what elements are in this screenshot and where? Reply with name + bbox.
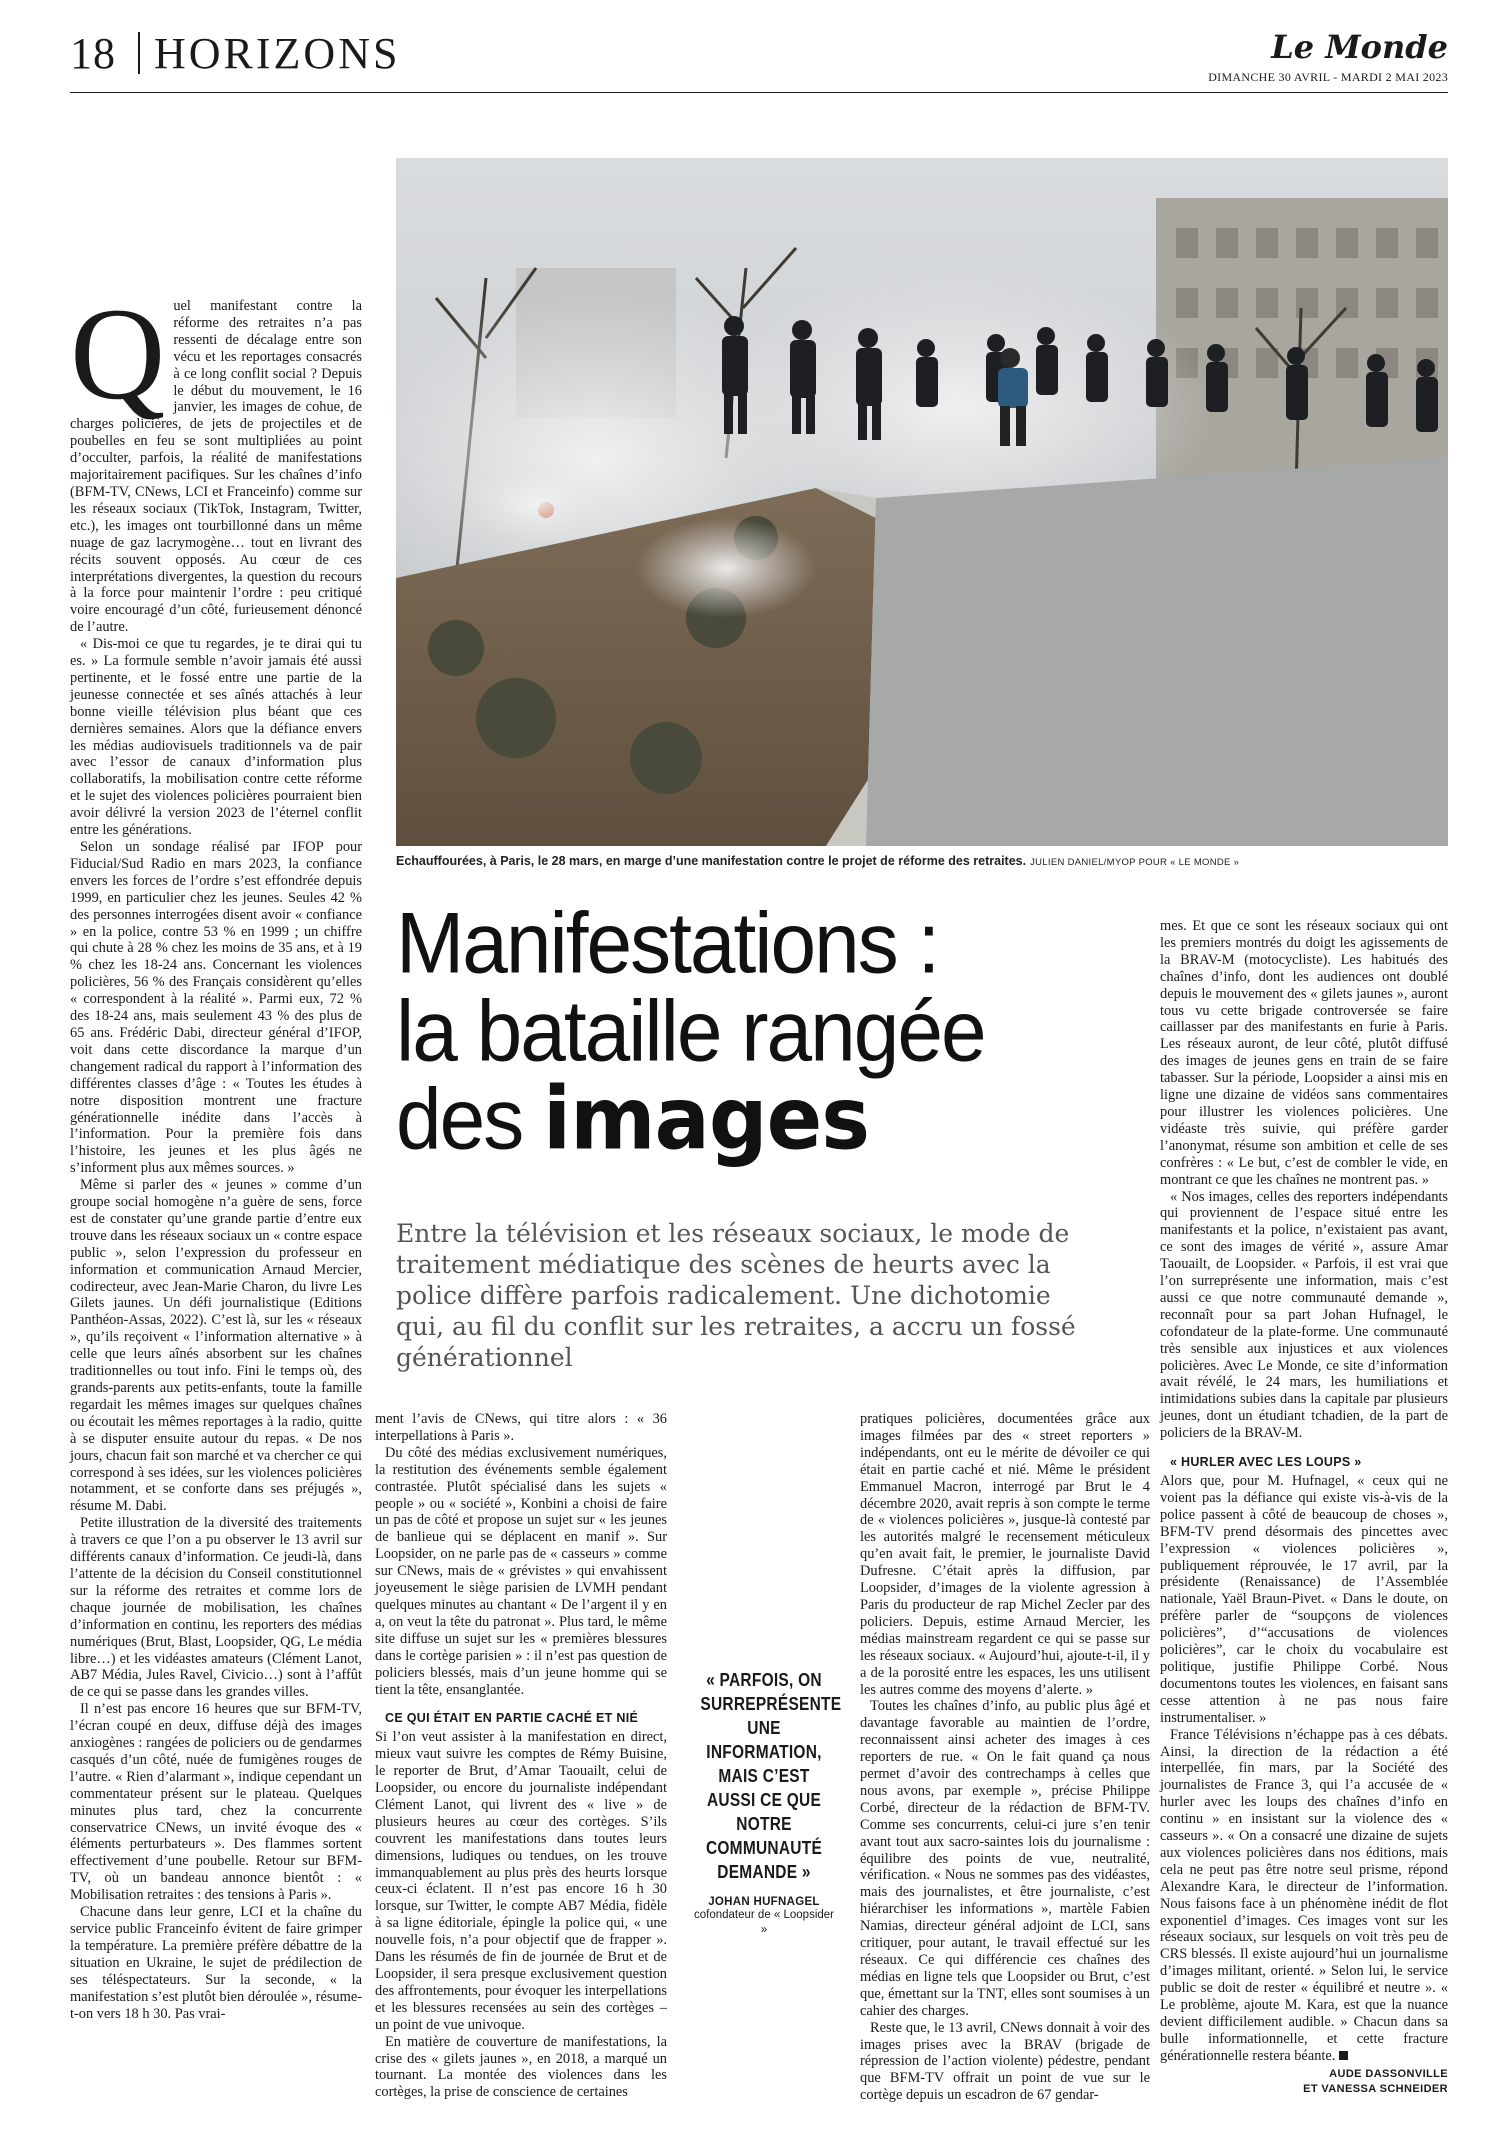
paragraph: ment l’avis de CNews, qui titre alors : « 36 interpellations à Paris ». <box>375 1411 667 1444</box>
paragraph: Selon un sondage réalisé par IFOP pour Fiducial/Sud Radio en mars 2023, la confiance envers les forces de l’ordre s’est effondrée depuis 1999, en particulier chez les jeunes. Seules 42 % des personnes interrogées disent avoir « confiance » en la police, contre 53 % en 1999 ; un chiffre qui chute à 28 % chez les moins de 35 ans, et à 19 % chez les 18-24 ans. Concernant les violences policières, 56 % des Français considèrent qu’elles « correspondent à la réalité ». Parmi eux, 72 % des 18-24 ans, mais seulement 43 % des plus de 65 ans. Frédéric Dabi, directeur général d’IFOP, voit dans cette discordance la marque d’un changement radical du rapport à l’information des différentes classes d’âge : « Toutes les études à notre disposition montrent une fracture générationnelle inédite dans l’accès à l’information. Pour la première fois dans l’histoire, les jeunes et les plus âgés ne s’informent plus aux mêmes sources. » <box>70 839 362 1177</box>
section-title: HORIZONS <box>154 29 401 78</box>
dropcap: Q <box>70 280 166 427</box>
photo-caption <box>396 854 1448 868</box>
subheading: « HURLER AVEC LES LOUPS » <box>1170 1455 1362 1470</box>
issue-date: DIMANCHE 30 AVRIL - MARDI 2 MAI 2023 <box>1208 70 1448 84</box>
paragraph <box>70 280 362 636</box>
article-column-1 <box>70 280 362 2022</box>
newspaper-logo: Le Monde <box>1271 28 1448 66</box>
paragraph: « Dis-moi ce que tu regardes, je te dirai qui tu es. » La formule semble n’avoir jamais été aussi pertinente, et le fossé entre une partie de la jeunesse connectée et ses aînés attachés à leur bonne vieille télévision plus béant que ces dernières semaines. Alors que la défiance envers les médias audiovisuels traditionnels va de pair avec l’essor de canaux d’information plus collaboratifs, la mobilisation contre cette réforme et le sujet des violences policières pourraient bien avoir délivré la version 2023 de l’éternel conflit entre les générations. <box>70 636 362 839</box>
subheading: CE QUI ÉTAIT EN PARTIE CACHÉ ET NIÉ <box>385 1711 639 1726</box>
standfirst: Entre la télévision et les réseaux sociaux, le mode de traitement médiatique des scènes de heurts avec la police diffère parfois radicalement. Une dichotomie qui, au fil du conflit sur les retraites, a accru un fossé générationnel <box>396 1219 1076 1372</box>
end-mark-icon <box>1339 2051 1348 2060</box>
page-number: 18 <box>70 29 116 78</box>
paragraph: En matière de couverture de manifestations, la crise des « gilets jaunes », en 2018, a marqué un tournant. La montée des violences dans les cortèges, la prise de conscience de certaines <box>375 2033 667 2101</box>
headline-line-3-light: des <box>396 1071 543 1168</box>
paragraph: mes. Et que ce sont les réseaux sociaux qui ont les premiers montrés du doigt les agissements de la BRAV-M (motocycliste). Les habitués des chaînes d’info, dont les audiences ont doublé depuis le mouvement des « gilets jaunes », auront tous vu cette brigade controversée se faire caillasser par des manifestants en furie à Paris. Les réseaux auront, de leur côté, plutôt diffusé des images de jeunes gens en train de se faire tabasser. Sur la période, Loopsider a ainsi mis en ligne une dizaine de vidéos sans commentaires pour illustrer les violences policières. Une vidéaste très suivie, qui préfère garder l’anonymat, résume son ambition et celle de ses confrères : « Le but, c’est de combler le vide, en montrant ce que les chaînes ne montrent pas. » <box>1160 918 1448 1188</box>
article-column-2 <box>375 1411 667 2101</box>
paragraph: Même si parler des « jeunes » comme d’un groupe social homogène n’a guère de sens, force est de constater qu’une grande partie d’entre eux trouve dans les réseaux sociaux un « contre espace public », selon l’expression du professeur en information et communication Arnaud Mercier, codirecteur, avec Jean-Marie Charon, du livre Les Gilets jaunes. Un défi journalistique (Editions Panthéon-Assas, 2022). C’est là, sur les « réseaux », qu’ils reçoivent « l’information alternative » à celle que leurs aînés absorbent sur les chaînes traditionnelles ou tout info. Fini le temps où, des grands-parents aux petits-enfants, toute la famille regardait les mêmes images sur quelques chaînes ou écoutait les mêmes reportages à la radio, quitte à se disputer ensuite autour du repas. « De nos jours, chacun fait son marché et va chercher ce qui correspond à ses idées, sur les violences policières notamment, et se conforte dans ses préjugés », résume M. Dabi. <box>70 1177 362 1515</box>
paragraph: « Nos images, celles des reporters indépendants qui proviennent de l’espace situé entre les manifestants et la police, n’existaient pas avant, ce sont des images de vérité », assure Amar Taouailt, de Loopsider. « Parfois, il est vrai que l’on surreprésente une information, mais c’est aussi ce que notre communauté demande », reconnaît pour sa part Johan Hufnagel, le cofondateur de la plate-forme. Une communauté très sensible aux injustices et aux violences policières. Avec Le Monde, ce site d’information avait révélé, le 24 mars, les humiliations et intimidations subies dans la capitale par plusieurs jeunes, dont un étudiant tchadien, de la part de policiers de la BRAV-M. <box>1160 1188 1448 1442</box>
paragraph-text: France Télévisions n’échappe pas à ces débats. Ainsi, la direction de la rédaction a été interpellée, fin mars, par la Société des journalistes de France 3, qui l’a accusée de « hurler avec les loups des chaînes d’info en continu » en insistant sur la violence des « casseurs ». « On a consacré une dizaine de sujets aux violences policières dans nos éditions, mais cela ne peut pas être notre seul prisme, répond Alexandre Kara, le directeur de l’information. Nous faisons face à un phénomène inédit de flot exponentiel d’images. Ces images vont sur les réseaux sociaux, sur lesquels on voit très peu de CRS blessés. Il existe aujourd’hui un journalisme d’images militant, orienté. » Selon lui, le service public se doit de rester « équilibré et neutre ». « Le problème, ajoute M. Kara, est que la nuance devient difficilement audible. » Chacun dans sa bulle informationnelle, et cette fracture générationnelle restera béante. <box>1160 1726 1448 2064</box>
article-column-4 <box>1160 918 1448 2097</box>
paragraph: Du côté des médias exclusivement numériques, la restitution des événements semble également contrastée. Plutôt spécialisé dans les sujets « people » ou « société », Konbini a choisi de faire un pas de côté et propose un sujet sur « les jeunes de banlieue qui se déplacent en manif ». Sur Loopsider, on ne parle pas de « casseurs » comme sur CNews, mais de « grévistes » qui envahissent joyeusement le siège parisien de LVMH pendant quelques minutes au chantant « De l’argent il y en a, on veut la tête du patronat ». Plus tard, le même site diffuse un sujet sur les « premières blessures dans le cortège parisien » : il n’est pas question de policiers blessés, mais d’un jeune homme qui se tient la tête, ensanglantée. <box>375 1444 667 1698</box>
headline-line-2: la bataille rangée <box>396 983 985 1080</box>
article-photo <box>396 158 1448 846</box>
article-column-3 <box>860 1411 1150 2104</box>
byline-author-1: AUDE DASSONVILLE <box>1329 2067 1448 2080</box>
byline <box>1160 2067 1448 2097</box>
headline-line-3-bold: images <box>543 1069 870 1170</box>
pull-quote-role: cofondateur de « Loopsider » <box>693 1909 835 1936</box>
paragraph: Si l’on veut assister à la manifestation en direct, mieux vaut suivre les comptes de Rémy Buisine, le reporter de Brut, d’Amar Taouailt, celui de Loopsider, ou encore du journaliste indépendant Clément Lanot, qui livrent des « live » de plusieurs heures au cœur des cortèges. S’ils couvrent les manifestations dans toutes leurs dimensions, ludiques ou tendues, on les trouve immanquablement au plus près des heurts lorsque ceux-ci éclatent. Il n’est pas encore 16 h 30 lorsque, sur Twitter, le compte AB7 Média, fidèle à sa ligne éditoriale, épingle la police qui, « une nouvelle fois, n’a pour objectif que de frapper ». Dans les résumés de fin de journée de Brut et de Loopsider, il sera presque exclusivement question des affrontements, pour évoquer les interpellations et les blessures recensées au sein des cortèges – un point de vue univoque. <box>375 1729 667 2033</box>
paragraph-text: uel manifestant contre la réforme des retraites n’a pas ressenti de décalage entre son vécu et les reportages consacrés à ce long conflit social ? Depuis le début du mouvement, le 16 janvier, les images de cohue, de charges policières, de jets de projectiles et de poubelles en feu se sont multipliées au point d’occulter, parfois, la réalité de manifestations majoritairement pacifiques. Sur les chaînes d’info (BFM-TV, CNews, LCI et Franceinfo) comme sur les réseaux sociaux (TikTok, Instagram, Twitter, etc.), les images ont tourbillonné dans un même nuage de gaz lacrymogène… tout en livrant des récits souvent opposés. Au cœur de ces interprétations divergentes, la question du recours à la force pour maintenir l’ordre : peu critiqué voire encouragé d’un côté, furieusement dénoncé de l’autre. <box>70 298 362 636</box>
paragraph <box>1160 1727 1448 2065</box>
pull-quote-author: JOHAN HUFNAGEL <box>708 1896 820 1908</box>
pull-quote <box>690 1668 842 1938</box>
pull-quote-text: « PARFOIS, ON SURREPRÉSENTE UNE INFORMATION, MAIS C’EST AUSSI CE QUE NOTRE COMMUNAUTÉ DEMANDE » <box>700 1670 842 1882</box>
paragraph: Toutes les chaînes d’info, au public plus âgé et davantage favorable au maintien de l’ordre, reconnaissent ainsi acheter des images à ces reporters de rue. « On le fait quand ça nous permet d’avoir des contrechamps à celles que nous avons, par exemple », précise Philippe Corbé, directeur de la rédaction de BFM-TV. Comme ses concurrents, celui-ci jure s’en tenir avant tout aux sacro-saintes lois du journalisme : équilibre des points de vue, neutralité, vérification. « Nous ne sommes pas des vidéastes, mais des journalistes, et être journaliste, c’est hiérarchiser les informations », martèle Fabien Namias, directeur général adjoint de LCI, sans critiquer, pour autant, le travail effectué sur les réseaux. Ce qui différencie ces chaînes des médias en ligne tels que Loopsider ou Brut, c’est que, émettant sur la TNT, elles sont soumises à un cahier des charges. <box>860 1698 1150 2019</box>
headline-line-3 <box>396 1069 1116 1170</box>
paragraph: Petite illustration de la diversité des traitements à travers ce que l’on a pu observer le 13 avril sur différents canaux d’information. Ce jeudi-là, dans l’attente de la décision du Conseil constitutionnel sur la réforme des retraites et comme lors de chaque journée de mobilisation, les chaînes d’information en continu, les reporters des médias numériques (Brut, Blast, Loopsider, QG, Le média libre…) et les vidéastes amateurs (Clément Lanot, AB7 Média, Jules Ravel, Civicio…) sont à l’affût de ce qui se passe dans les grandes villes. <box>70 1515 362 1701</box>
header-rule <box>70 92 1448 93</box>
paragraph: Chacune dans leur genre, LCI et la chaîne du service public Franceinfo évitent de faire grimper la température. La première préfère débattre de la situation en Ukraine, le sujet de prédilection de ses téléspectateurs. Sur la seconde, « la manifestation s’est plutôt bien déroulée », résume-t-on vers 18 h 30. Pas vrai- <box>70 1904 362 2022</box>
headline <box>396 895 1116 1170</box>
headline-line-1: Manifestations : <box>396 895 939 992</box>
paragraph: Reste que, le 13 avril, CNews donnait à voir des images prises avec la BRAV (brigade de répression de l’action violente) pédestre, pendant que BFM-TV offrait un point de vue sur le cortège depuis un escadron de 67 gendar- <box>860 2019 1150 2104</box>
byline-author-2: ET VANESSA SCHNEIDER <box>1303 2082 1448 2095</box>
riot-scene-image <box>396 158 1448 846</box>
paragraph: Alors que, pour M. Hufnagel, « ceux qui ne voient pas la défiance qui existe vis-à-vis de la police passent à côté de beaucoup de choses », BFM-TV prend désormais des pincettes avec l’expression « violences policières », publiquement réprouvée, le 17 avril, par la présidente (Renaissance) de l’Assemblée nationale, Yaël Braun-Pivet. « Dans le doute, on préfère parler de “soupçons de violences policières”, d’“accusations de violences policières”, car le choix du vocabulaire est politique, justifie Philippe Corbé. Nous documentons toutes les violences, en faisant sans cesse attention à ne pas nous faire instrumentaliser. » <box>1160 1473 1448 1726</box>
header-separator <box>138 32 140 74</box>
photo-credit: JULIEN DANIEL/MYOP POUR « LE MONDE » <box>1030 857 1240 868</box>
paragraph: Il n’est pas encore 16 heures que sur BFM-TV, l’écran coupé en deux, diffuse déjà des images anxiogènes : rangées de policiers ou de gendarmes casqués d’un côté, nuée de fumigènes rouges de l’autre. « Rien d’alarmant », indique cependant un commentateur présent sur le plateau. Quelques minutes plus tard, chez la concurrente conservatrice CNews, un invité évoque des « éléments perturbateurs ». Des flammes sortent effectivement d’une poubelle. Retour sur BFM-TV, où un bandeau annonce bientôt : « Mobilisation retraites : des tensions à Paris ». <box>70 1701 362 1904</box>
page-header <box>70 28 1448 84</box>
paragraph: pratiques policières, documentées grâce aux images filmées par des « street reporters » indépendants, ont eu le mérite de dévoiler ce qui était en partie caché et nié. Même le président Emmanuel Macron, interrogé par Brut le 4 décembre 2020, avait repris à son compte le terme de « violences policières », jusque-là contesté par les autorités malgré le recensement méticuleux qu’en avait fait, le premier, le journaliste David Dufresne. C’était après la diffusion, par Loopsider, d’images de la violente agression à Paris du producteur de rap Michel Zecler par des policiers. Depuis, estime Arnaud Mercier, les médias mainstream regardent ce qui se passe sur les réseaux sociaux. « Aujourd’hui, ajoute-t-il, il y a de la porosité entre les espaces, les uns utilisent les autres comme des moyens d’alerte. » <box>860 1411 1150 1698</box>
caption-text: Echauffourées, à Paris, le 28 mars, en marge d’une manifestation contre le projet de réforme des retraites. <box>396 854 1027 868</box>
